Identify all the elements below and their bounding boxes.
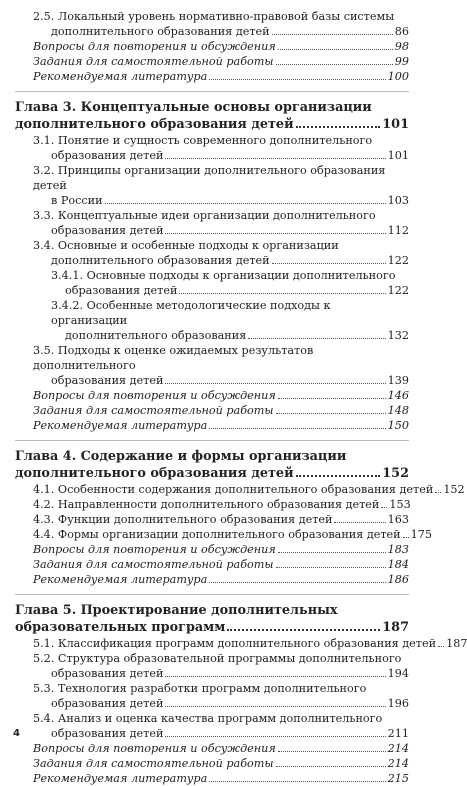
toc-entry-3-2 — [15, 163, 409, 208]
toc-page-number: 211 — [387, 727, 409, 740]
toc-entry-literature-ch3 — [15, 418, 409, 433]
toc-page-number: 186 — [387, 573, 409, 586]
toc-page-number: 183 — [387, 543, 409, 556]
toc-entry-literature-ch5 — [15, 771, 409, 786]
leader-dots — [276, 567, 386, 568]
toc-entry-title: 5.4. Анализ и оценка качества программ дополнительного — [33, 712, 383, 725]
toc-entry-title: Задания для самостоятельной работы — [33, 55, 274, 68]
leader-dots — [165, 233, 385, 234]
toc-entry-5-4 — [15, 711, 409, 741]
toc-entry-title-cont: дополнительного образования — [65, 329, 247, 342]
leader-dots — [165, 676, 385, 677]
toc-entry-title-cont: образования детей — [51, 697, 164, 710]
toc-entry-3-4 — [15, 238, 409, 268]
toc-chapter-3 — [15, 99, 409, 133]
toc-entry-5-1 — [15, 636, 467, 651]
toc-entry-literature-ch4 — [15, 572, 409, 587]
toc-entry-title: Рекомендуемая литература — [33, 573, 208, 586]
page-number: 4 — [13, 728, 20, 739]
toc-entry-title-cont: образования детей — [51, 667, 164, 680]
leader-dots — [296, 126, 381, 128]
toc-page-number: 215 — [387, 772, 409, 785]
toc-entry-title-cont: образования детей — [51, 374, 164, 387]
leader-dots — [209, 428, 385, 429]
toc-entry-title-cont: в России — [51, 194, 103, 207]
toc-entry-title-cont: образования детей — [65, 284, 178, 297]
leader-dots — [165, 706, 385, 707]
toc-entry-title: 3.1. Понятие и сущность современного дополнительного — [33, 134, 373, 147]
toc-entry-tasks-ch5 — [15, 756, 409, 771]
table-of-contents — [15, 9, 467, 786]
toc-entry-title: 4.1. Особенности содержания дополнительного образования детей — [33, 483, 434, 496]
toc-entry-title: 2.5. Локальный уровень нормативно-правовой базы системы — [33, 10, 395, 23]
section-divider — [15, 440, 409, 441]
toc-page-number: 122 — [387, 254, 409, 267]
toc-entry-title: 3.4.2. Особенные методологические подходы к организации — [51, 299, 331, 327]
leader-dots — [296, 475, 381, 477]
toc-page-number: 99 — [394, 55, 409, 68]
toc-entry-4-4 — [15, 527, 432, 542]
toc-entry-title: Вопросы для повторения и обсуждения — [33, 40, 276, 53]
toc-entry-3-3 — [15, 208, 409, 238]
toc-page-number: 148 — [387, 404, 409, 417]
toc-entry-title: Рекомендуемая литература — [33, 772, 208, 785]
toc-entry-4-3 — [15, 512, 409, 527]
leader-dots — [276, 766, 386, 767]
toc-entry-title: 5.2. Структура образовательной программы дополнительного — [33, 652, 402, 665]
leader-dots — [209, 79, 385, 80]
toc-page-number: 132 — [387, 329, 409, 342]
toc-chapter-4 — [15, 448, 409, 482]
toc-entry-title-cont: дополнительного образования детей — [51, 254, 270, 267]
toc-page-number: 103 — [387, 194, 409, 207]
toc-page-number: 101 — [387, 149, 409, 162]
toc-entry-2-5 — [15, 9, 409, 39]
chapter-title-cont: дополнительного образования детей — [15, 466, 294, 481]
toc-page-number: 187 — [382, 620, 409, 635]
toc-entry-questions-ch2 — [15, 39, 409, 54]
toc-page-number: 98 — [394, 40, 409, 53]
toc-entry-tasks-ch4 — [15, 557, 409, 572]
leader-dots — [105, 203, 386, 204]
toc-entry-3-4-2 — [15, 298, 409, 343]
toc-entry-title: 3.4.1. Основные подходы к организации дополнительного — [51, 269, 396, 282]
toc-entry-title: Задания для самостоятельной работы — [33, 757, 274, 770]
toc-page-number: 101 — [382, 117, 409, 132]
chapter-title: Глава 3. Концептуальные основы организации — [15, 100, 372, 115]
leader-dots — [403, 537, 409, 538]
chapter-title-cont: дополнительного образования детей — [15, 117, 294, 132]
toc-entry-5-2 — [15, 651, 409, 681]
toc-entry-title: Задания для самостоятельной работы — [33, 558, 274, 571]
leader-dots — [276, 413, 386, 414]
toc-page-number: 194 — [387, 667, 409, 680]
toc-entry-title-cont: образования детей — [51, 149, 164, 162]
leader-dots — [272, 263, 386, 264]
leader-dots — [381, 507, 387, 508]
toc-entry-title: 4.3. Функции дополнительного образования детей — [33, 513, 333, 526]
toc-page-number: 86 — [394, 25, 409, 38]
toc-page-number: 153 — [389, 498, 411, 511]
toc-entry-questions-ch5 — [15, 741, 409, 756]
section-divider — [15, 91, 409, 92]
toc-entry-title: 3.4. Основные и особенные подходы к организации — [33, 239, 339, 252]
toc-entry-4-1 — [15, 482, 465, 497]
toc-entry-title: Вопросы для повторения и обсуждения — [33, 389, 276, 402]
toc-entry-3-4-1 — [15, 268, 409, 298]
leader-dots — [435, 492, 441, 493]
leader-dots — [334, 522, 385, 523]
toc-entry-5-3 — [15, 681, 409, 711]
toc-entry-title: Рекомендуемая литература — [33, 70, 208, 83]
toc-chapter-5 — [15, 602, 409, 636]
toc-entry-tasks-ch2 — [15, 54, 409, 69]
leader-dots — [278, 398, 386, 399]
leader-dots — [278, 552, 386, 553]
leader-dots — [278, 751, 386, 752]
toc-entry-title: Рекомендуемая литература — [33, 419, 208, 432]
toc-page-number: 214 — [387, 742, 409, 755]
toc-entry-title: 3.2. Принципы организации дополнительного образования детей — [33, 164, 386, 192]
toc-page-number: 139 — [387, 374, 409, 387]
chapter-title-cont: образовательных программ — [15, 620, 226, 635]
toc-page-number: 112 — [387, 224, 409, 237]
leader-dots — [165, 383, 385, 384]
leader-dots — [278, 49, 393, 50]
toc-entry-title: Задания для самостоятельной работы — [33, 404, 274, 417]
toc-entry-title: 4.4. Формы организации дополнительного образования детей — [33, 528, 401, 541]
toc-page-number: 184 — [387, 558, 409, 571]
toc-page-number: 100 — [387, 70, 409, 83]
chapter-title: Глава 5. Проектирование дополнительных — [15, 603, 338, 618]
leader-dots — [248, 338, 385, 339]
leader-dots — [276, 64, 393, 65]
toc-entry-questions-ch4 — [15, 542, 409, 557]
chapter-title: Глава 4. Содержание и формы организации — [15, 449, 347, 464]
toc-page-number: 122 — [387, 284, 409, 297]
toc-entry-4-2 — [15, 497, 409, 512]
leader-dots — [165, 158, 385, 159]
toc-page-number: 152 — [382, 466, 409, 481]
toc-entry-tasks-ch3 — [15, 403, 409, 418]
toc-entry-3-1 — [15, 133, 409, 163]
toc-entry-questions-ch3 — [15, 388, 409, 403]
toc-entry-title: 5.3. Технология разработки программ дополнительного — [33, 682, 367, 695]
toc-page-number: 150 — [387, 419, 409, 432]
leader-dots — [209, 781, 385, 782]
leader-dots — [179, 293, 385, 294]
toc-page-number: 146 — [387, 389, 409, 402]
leader-dots — [209, 582, 385, 583]
toc-entry-title-cont: дополнительного образования детей — [51, 25, 270, 38]
toc-page-number: 196 — [387, 697, 409, 710]
toc-entry-title: 3.3. Концептуальные идеи организации дополнительного — [33, 209, 376, 222]
toc-entry-3-5 — [15, 343, 409, 388]
toc-entry-title: Вопросы для повторения и обсуждения — [33, 543, 276, 556]
toc-entry-title: 3.5. Подходы к оценке ожидаемых результатов дополнительного — [33, 344, 314, 372]
toc-entry-title-cont: образования детей — [51, 727, 164, 740]
toc-entry-title: Вопросы для повторения и обсуждения — [33, 742, 276, 755]
toc-page-number: 187 — [446, 637, 467, 650]
toc-page-number: 214 — [387, 757, 409, 770]
leader-dots — [165, 736, 385, 737]
toc-page-number: 152 — [443, 483, 465, 496]
leader-dots — [438, 646, 444, 647]
toc-entry-title-cont: образования детей — [51, 224, 164, 237]
section-divider — [15, 594, 409, 595]
toc-page-number: 175 — [410, 528, 432, 541]
leader-dots — [227, 629, 380, 631]
toc-entry-literature-ch2 — [15, 69, 409, 84]
leader-dots — [272, 34, 393, 35]
toc-entry-title: 4.2. Направленности дополнительного образования детей — [33, 498, 380, 511]
toc-page-number: 163 — [387, 513, 409, 526]
toc-entry-title: 5.1. Классификация программ дополнительного образования детей — [33, 637, 437, 650]
